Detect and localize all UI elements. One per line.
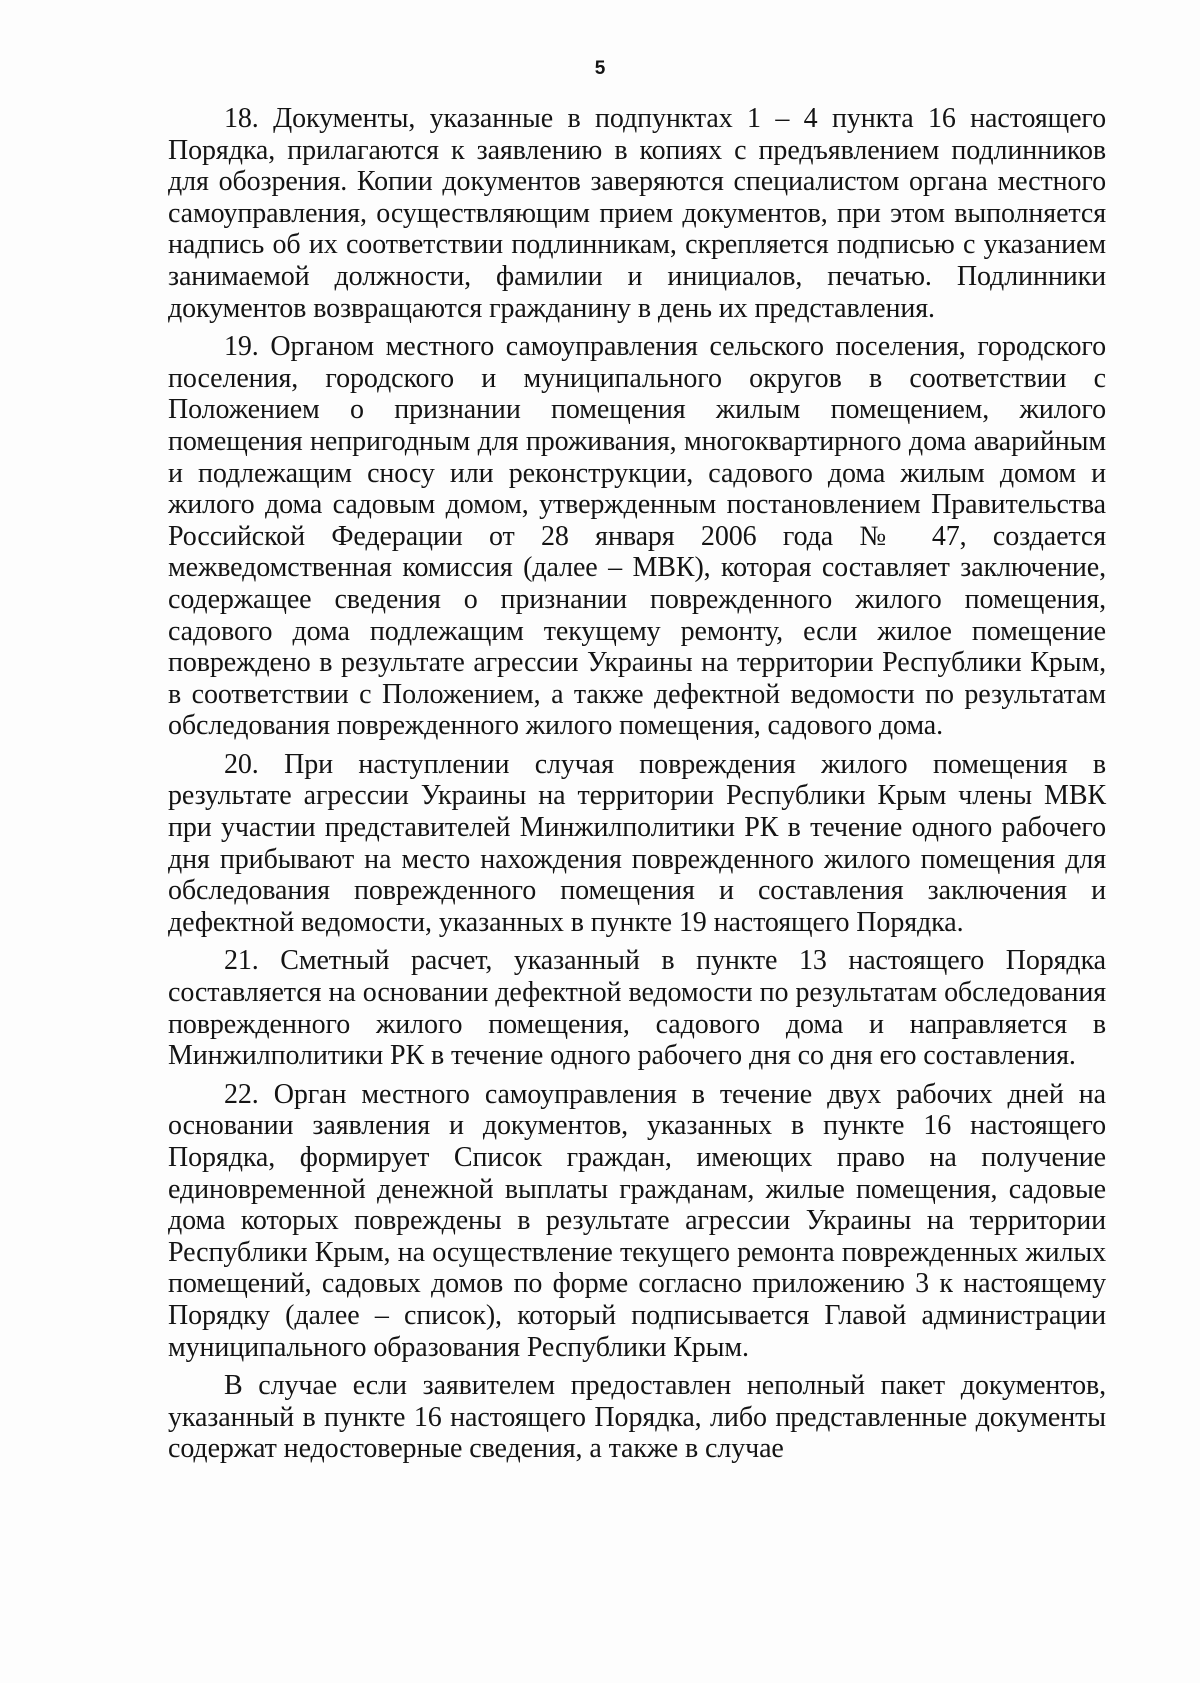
paragraph-22: 22. Орган местного самоуправления в течение двух рабочих дней на основании заявления и документов, указанных в пункте 16 настоящего Порядка, формирует Список граждан, имеющих право на получение единовременной денежной выплаты гражданам, жилые помещения, садовые дома которых повреждены в результате агрессии Украины на территории Республики Крым, на осуществление текущего ремонта поврежденных жилых помещений, садовых домов по форме согласно приложению 3 к настоящему Порядку (далее – список), который подписывается Главой администрации муниципального образования Республики Крым. xyxy=(168,1078,1106,1363)
paragraph-19: 19. Органом местного самоуправления сельского поселения, городского поселения, городского и муниципального округов в соответствии с Положением о признании помещения жилым помещением, жилого помещения непригодным для проживания, многоквартирного дома аварийным и подлежащим сносу или реконструкции, садового дома жилым домом и жилого дома садовым домом, утвержденным постановлением Правительства Российской Федерации от 28 января 2006 года № 47, создается межведомственная комиссия (далее – МВК), которая составляет заключение, содержащее сведения о признании поврежденного жилого помещения, садового дома подлежащим текущему ремонту, если жилое помещение повреждено в результате агрессии Украины на территории Республики Крым, в соответствии с Положением, а также дефектной ведомости по результатам обследования поврежденного жилого помещения, садового дома. xyxy=(168,331,1106,742)
paragraph-18: 18. Документы, указанные в подпунктах 1 – 4 пункта 16 настоящего Порядка, прилагаются к заявлению в копиях с предъявлением подлинников для обозрения. Копии документов заверяются специалистом органа местного самоуправления, осуществляющим прием документов, при этом выполняется надпись об их соответствии подлинникам, скрепляется подписью с указанием занимаемой должности, фамилии и инициалов, печатью. Подлинники документов возвращаются гражданину в день их представления. xyxy=(168,103,1106,324)
paragraph-21: 21. Сметный расчет, указанный в пункте 13 настоящего Порядка составляется на основании дефектной ведомости по результатам обследования поврежденного жилого помещения, садового дома и направляется в Минжилполитики РК в течение одного рабочего дня со дня его составления. xyxy=(168,945,1106,1072)
paragraph-20: 20. При наступлении случая повреждения жилого помещения в результате агрессии Украины на территории Республики Крым члены МВК при участии представителей Минжилполитики РК в течение одного рабочего дня прибывают на место нахождения поврежденного жилого помещения для обследования поврежденного помещения и составления заключения и дефектной ведомости, указанных в пункте 19 настоящего Порядка. xyxy=(168,748,1106,938)
paragraph-22-continuation: В случае если заявителем предоставлен неполный пакет документов, указанный в пункте 16 настоящего Порядка, либо представленные документы содержат недостоверные сведения, а также в случае xyxy=(168,1370,1106,1465)
page-number: 5 xyxy=(594,58,606,79)
document-body xyxy=(168,103,1106,1465)
